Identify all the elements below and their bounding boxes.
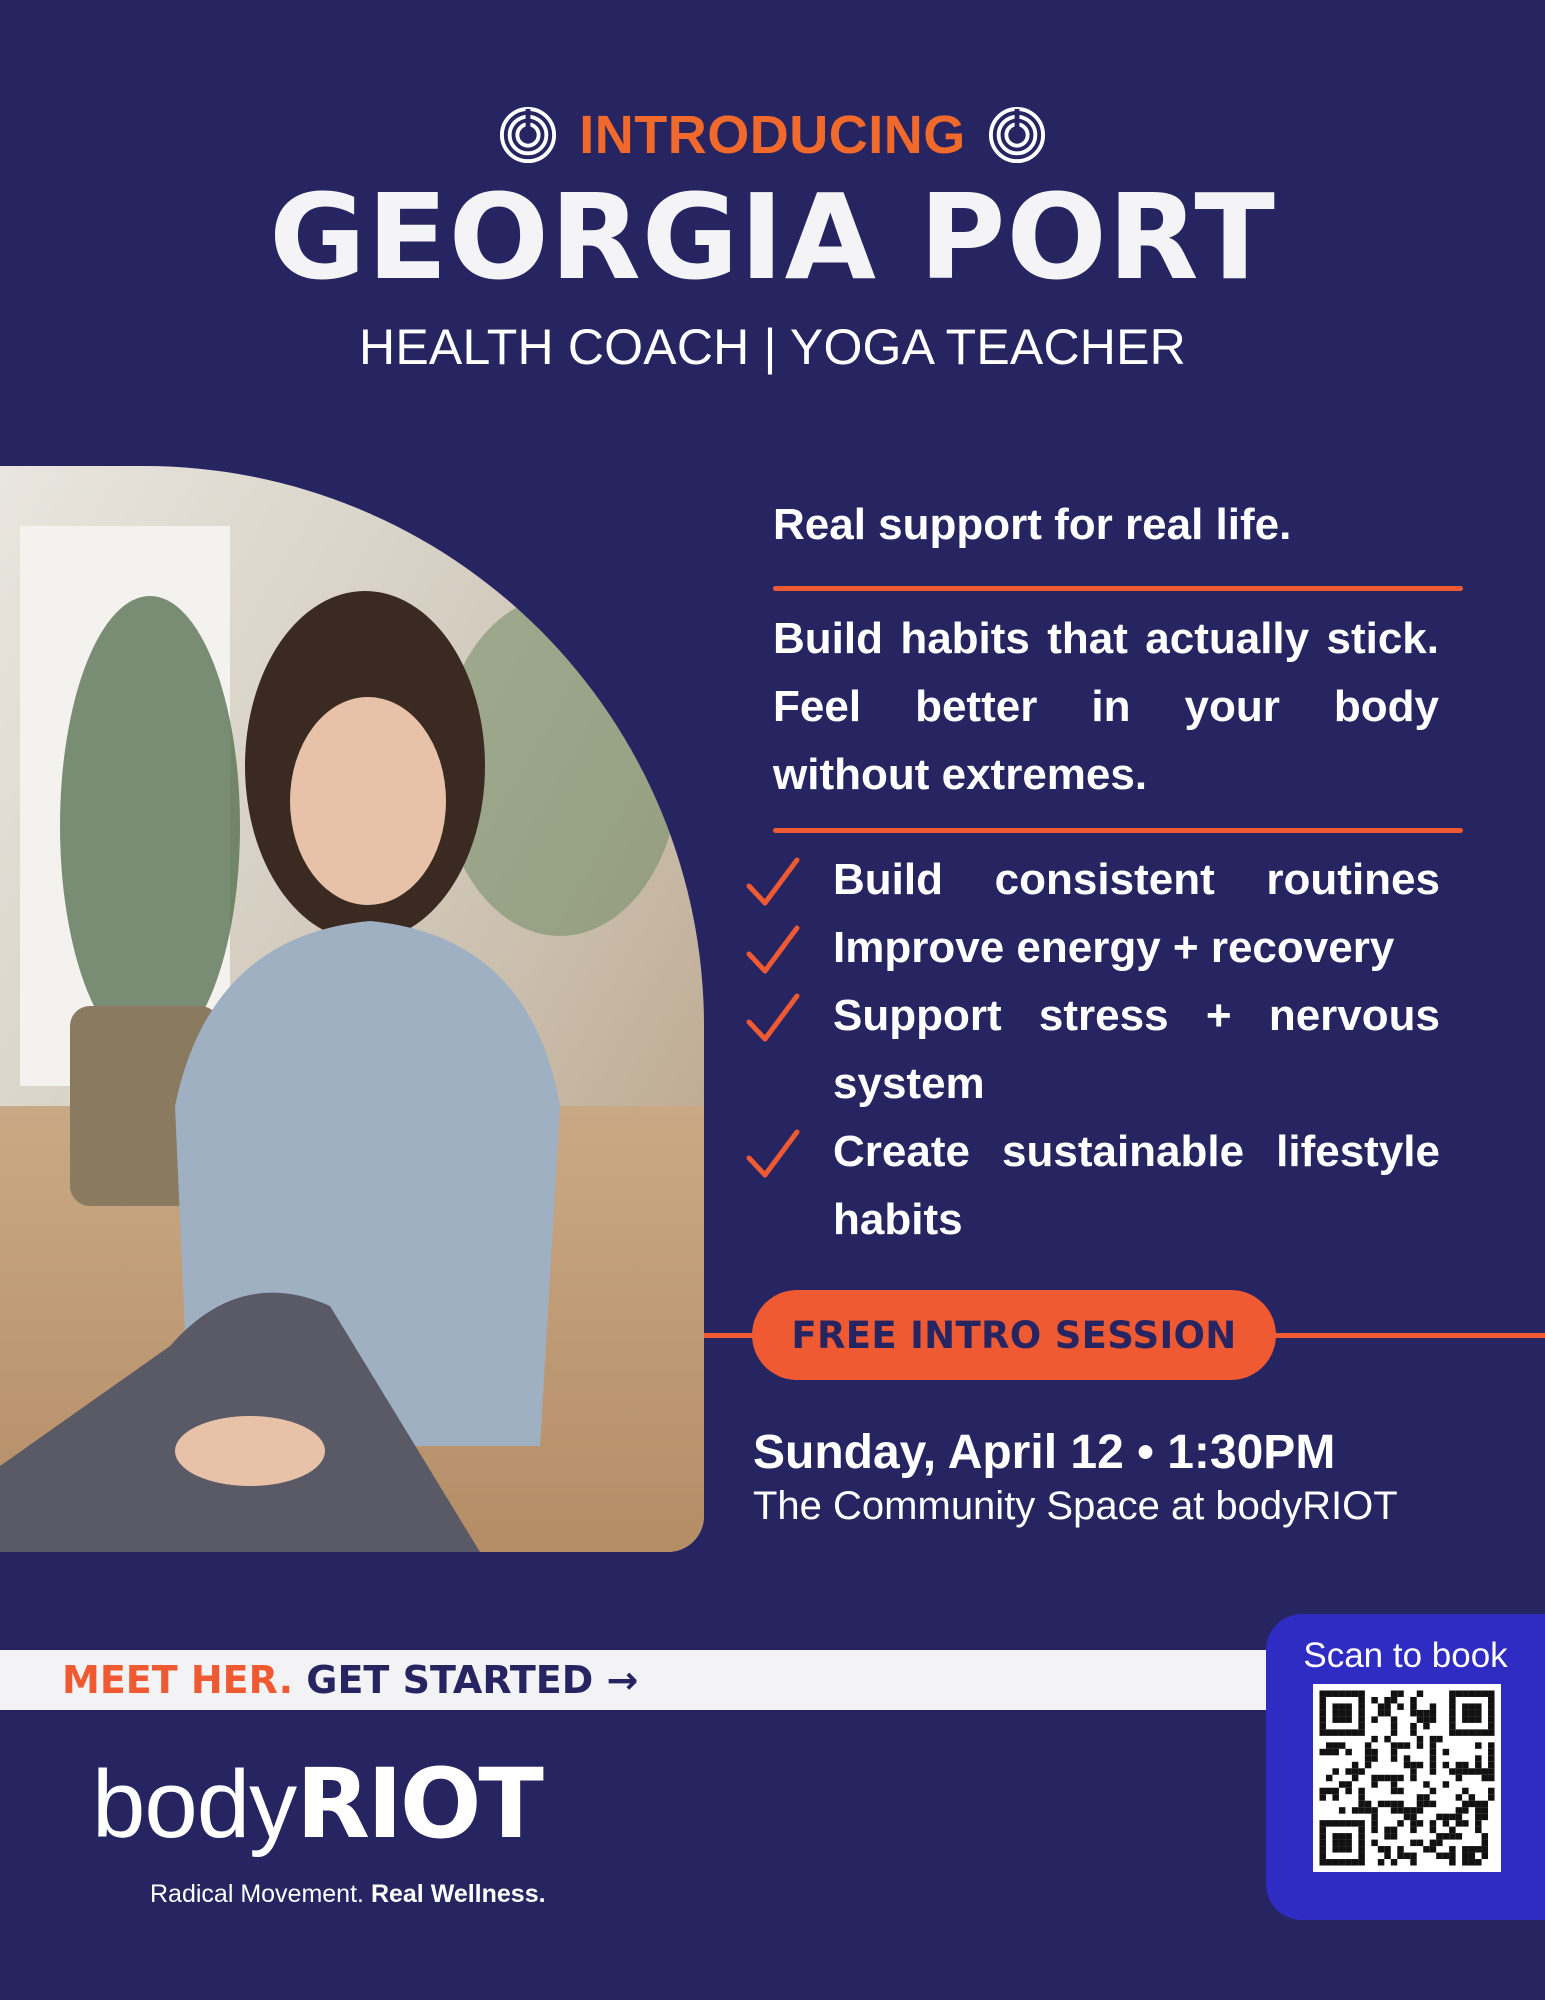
divider-bottom bbox=[773, 828, 1463, 833]
benefits-list bbox=[745, 846, 1440, 1254]
list-item: Build consistent routines bbox=[745, 846, 1440, 914]
coach-figure bbox=[0, 466, 704, 1552]
header-kicker-row bbox=[0, 104, 1545, 166]
bodyriot-logo bbox=[92, 1748, 541, 1860]
divider-top bbox=[773, 586, 1463, 591]
cta-lead: MEET HER. bbox=[62, 1658, 294, 1702]
logo-tagline bbox=[150, 1880, 546, 1909]
list-item: Create sustainable lifestyle habits bbox=[745, 1118, 1440, 1254]
cta-action: GET STARTED → bbox=[306, 1658, 639, 1702]
logo-word-light: body bbox=[92, 1751, 297, 1858]
check-icon bbox=[745, 1128, 801, 1180]
session-badge: FREE INTRO SESSION bbox=[752, 1290, 1276, 1380]
qr-code-pattern bbox=[1313, 1684, 1501, 1872]
session-datetime: Sunday, April 12 • 1:30PM bbox=[753, 1426, 1336, 1479]
cta-text bbox=[62, 1656, 638, 1704]
logo-word-bold: RIOT bbox=[296, 1748, 541, 1860]
coach-photo bbox=[0, 466, 704, 1552]
tagline: Real support for real life. bbox=[773, 500, 1292, 549]
roles-subtitle: HEALTH COACH | YOGA TEACHER bbox=[359, 319, 1186, 375]
logo-tagline-bold: Real Wellness. bbox=[370, 1880, 546, 1908]
habits-text: Build habits that actually stick. Feel better in your body without extremes. bbox=[773, 614, 1439, 799]
qr-label: Scan to book bbox=[1303, 1636, 1508, 1675]
page-title: GEORGIA PORT bbox=[269, 168, 1276, 306]
check-icon bbox=[745, 992, 801, 1044]
session-venue: The Community Space at bodyRIOT bbox=[753, 1484, 1398, 1528]
check-icon bbox=[745, 924, 801, 976]
qr-code[interactable] bbox=[1313, 1684, 1501, 1872]
kicker-text: INTRODUCING bbox=[579, 105, 966, 165]
swirl-icon bbox=[499, 106, 557, 164]
list-item: Improve energy + recovery bbox=[745, 914, 1440, 982]
check-icon bbox=[745, 856, 801, 908]
list-item: Support stress + nervous system bbox=[745, 982, 1440, 1118]
swirl-icon bbox=[988, 106, 1046, 164]
logo-tagline-light: Radical Movement. bbox=[150, 1880, 364, 1908]
